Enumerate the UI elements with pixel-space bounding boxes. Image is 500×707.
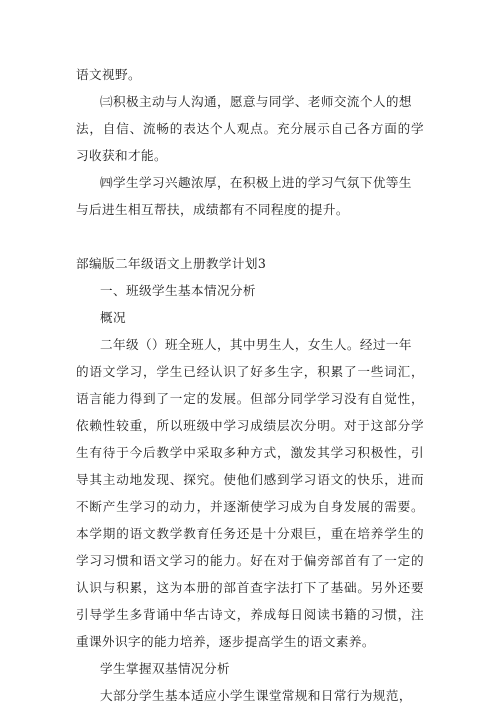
text-line: 的语文学习，学生已经认识了好多生字，积累了一些词汇， [76, 364, 424, 379]
text-line: 认识与积累，这为本册的部首查字法打下了基础。另外还要 [76, 580, 424, 595]
text-line: 学习习惯和语文学习的能力。好在对于偏旁部首有了一定的 [76, 553, 424, 568]
text-line: 语文视野。 [76, 67, 141, 82]
text-line: 不断产生学习的动力，并逐渐使学习成为自身发展的需要。 [76, 499, 424, 514]
text-line: 引导学生多背诵中华古诗文，养成每日阅读书籍的习惯，注 [76, 607, 424, 622]
text-line: 习收获和才能。 [76, 148, 167, 163]
section-heading: 部编版二年级语文上册教学计划3 [76, 256, 267, 271]
text-line: 生有待于今后教学中采取多种方式，激发其学习积极性，引 [76, 445, 424, 460]
text-line: 重课外识字的能力培养，逐步提高学生的语文素养。 [76, 634, 375, 649]
text-line: 本学期的语文教学教育任务还是十分艰巨，重在培养学生的 [76, 526, 424, 541]
subsection-heading: 概况 [100, 310, 126, 325]
text-line: ㈢积极主动与人沟通，愿意与同学、老师交流个人的想 [100, 94, 412, 109]
subsection-heading: 一、班级学生基本情况分析 [100, 283, 256, 298]
subsection-heading: 学生掌握双基情况分析 [100, 661, 230, 676]
text-line: 与后进生相互帮扶，成绩都有不同程度的提升。 [76, 202, 349, 217]
text-line: 大部分学生基本适应小学生课堂常规和日常行为规范， [100, 688, 412, 703]
text-line: 导其主动地发现、探究。使他们感到学习语文的快乐，进而 [76, 472, 424, 487]
text-line: 二年级（）班全班人，其中男生人，女生人。经过一年 [100, 337, 412, 352]
text-line: 法，自信、流畅的表达个人观点。充分展示自己各方面的学 [76, 121, 424, 136]
text-line: 依赖性较重，所以班级中学习成绩层次分明。对于这部分学 [76, 418, 424, 433]
text-line: ㈣学生学习兴趣浓厚，在积极上进的学习气氛下优等生 [100, 175, 412, 190]
text-line: 语言能力得到了一定的发展。但部分同学学习没有自觉性， [76, 391, 424, 406]
